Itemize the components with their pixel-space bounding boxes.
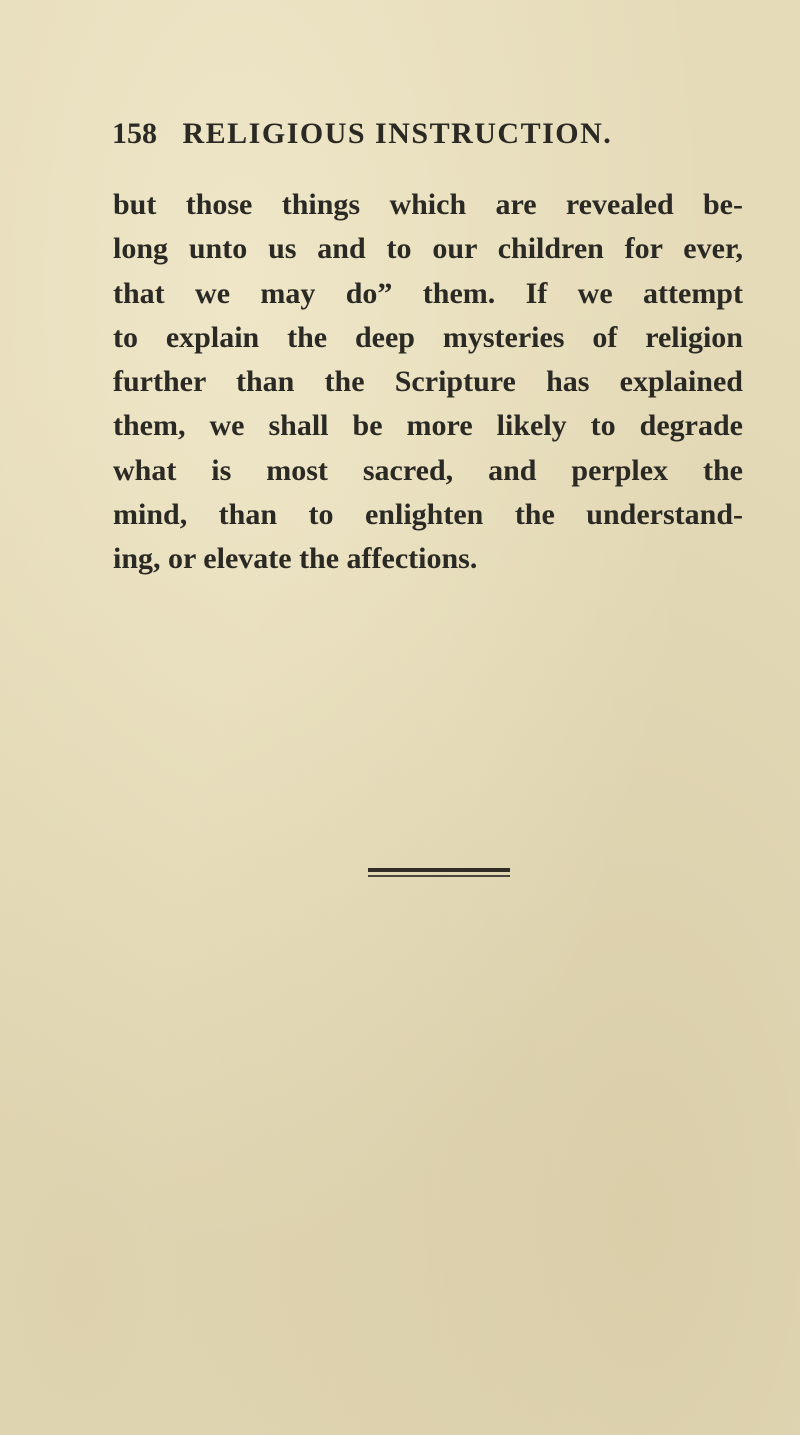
text-line: them, we shall be more likely to degrade xyxy=(113,409,743,443)
thin-rule xyxy=(368,875,510,877)
text-line: further than the Scripture has explained xyxy=(113,365,743,399)
text-line: long unto us and to our children for ever, xyxy=(113,232,743,266)
page-number: 158 xyxy=(112,117,157,150)
running-title: RELIGIOUS INSTRUCTION. xyxy=(182,117,613,150)
text-line: to explain the deep mysteries of religion xyxy=(113,320,743,354)
thick-rule xyxy=(368,868,510,872)
text-line: that we may do” them. If we attempt xyxy=(113,276,743,310)
body-paragraph xyxy=(113,183,743,582)
text-line: what is most sacred, and perplex the xyxy=(113,453,743,487)
text-line: mind, than to enlighten the understand- xyxy=(113,498,743,532)
section-end-rule xyxy=(368,868,510,878)
running-head xyxy=(112,112,632,156)
text-line: but those things which are revealed be- xyxy=(113,188,743,221)
text-line: ing, or elevate the affections. xyxy=(113,542,478,576)
